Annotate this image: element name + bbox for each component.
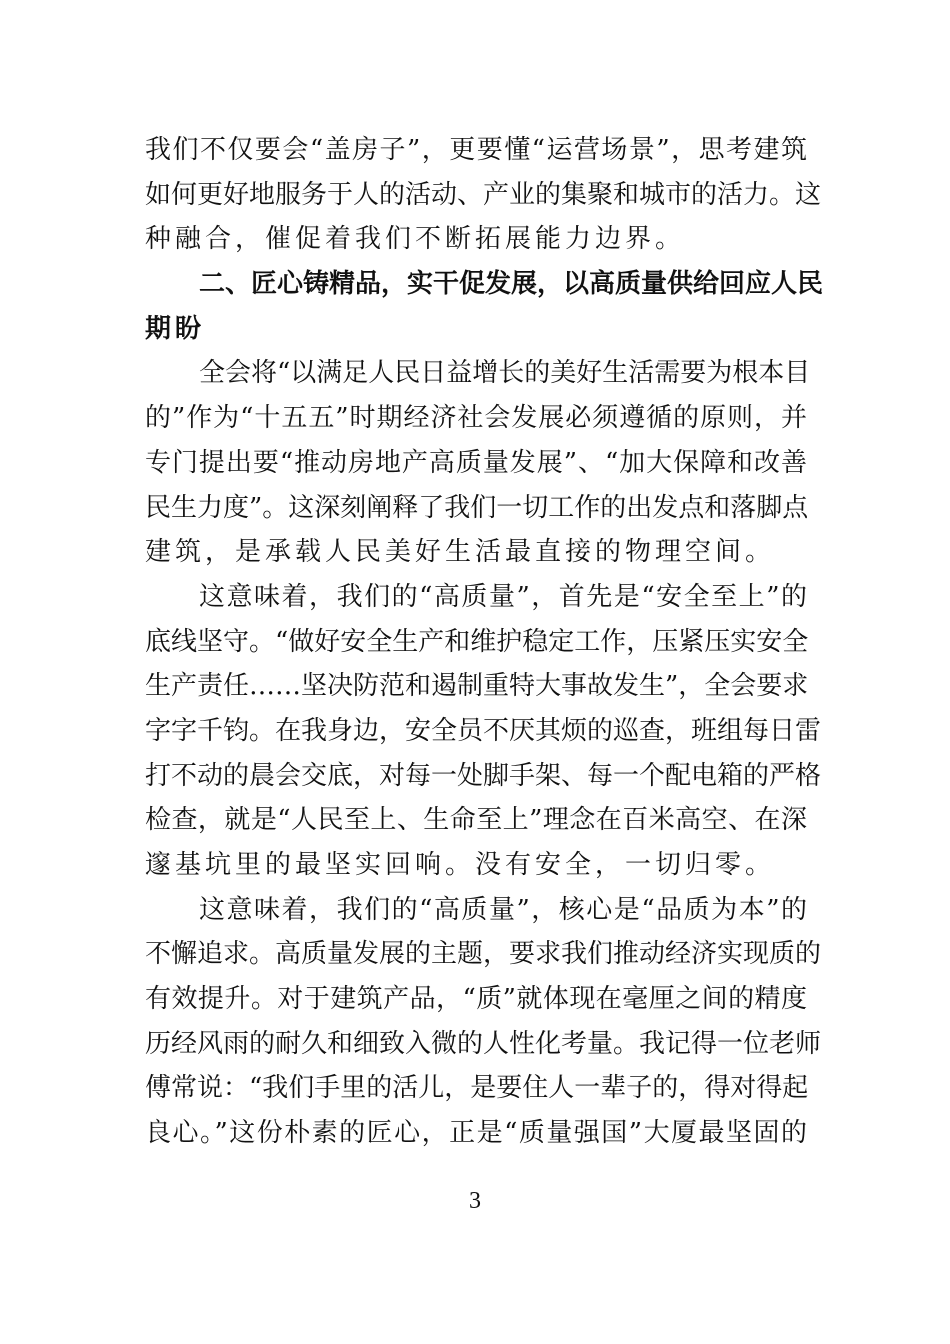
text-line: 专门提出要“推动房地产高质量发展”、“加大保障和改善 bbox=[145, 447, 807, 478]
text-line: 种融合，催促着我们不断拓展能力边界。 bbox=[145, 224, 686, 255]
page-number: 3 bbox=[469, 1188, 481, 1214]
text-line: 这意味着，我们的“高质量”，核心是“品质为本”的 bbox=[199, 894, 807, 925]
text-line: 全会将“以满足人民日益增长的美好生活需要为根本目 bbox=[199, 358, 811, 389]
text-line: 打不动的晨会交底，对每一处脚手架、每一个配电箱的严格 bbox=[145, 760, 822, 791]
text-line: 我们不仅要会“盖房子”，更要懂“运营场景”，思考建筑 bbox=[145, 135, 807, 165]
text-line: 生产责任……坚决防范和遏制重特大事故发生”，全会要求 bbox=[145, 671, 809, 702]
text-line: 建筑，是承载人民美好生活最直接的物理空间。 bbox=[145, 537, 776, 568]
paragraph bbox=[145, 575, 822, 888]
text-line: 良心。”这份朴素的匠心，正是“质量强国”大厦最坚固的 bbox=[145, 1118, 807, 1149]
text-line: 底线坚守。“做好安全生产和维护稳定工作，压紧压实安全 bbox=[145, 626, 809, 657]
document-body bbox=[145, 128, 824, 1156]
text-line: 邃基坑里的最坚实回响。没有安全，一切归零。 bbox=[145, 850, 776, 880]
text-line: 有效提升。对于建筑产品，“质”就体现在毫厘之间的精度 bbox=[145, 984, 807, 1015]
text-line: 的”作为“十五五”时期经济社会发展必须遵循的原则，并 bbox=[145, 403, 807, 434]
section-heading bbox=[145, 262, 824, 351]
paragraph bbox=[145, 888, 822, 1156]
text-line: 字字千钧。在我身边，安全员不厌其烦的巡查，班组每日雷 bbox=[145, 715, 822, 746]
text-line: 历经风雨的耐久和细致入微的人性化考量。我记得一位老师 bbox=[145, 1028, 822, 1059]
text-line: 民生力度”。这深刻阐释了我们一切工作的出发点和落脚点 bbox=[145, 492, 809, 523]
paragraph bbox=[145, 128, 822, 262]
text-line: 如何更好地服务于人的活动、产业的集聚和城市的活力。这 bbox=[145, 179, 822, 210]
text-line: 这意味着，我们的“高质量”，首先是“安全至上”的 bbox=[199, 581, 807, 612]
text-line: 傅常说：“我们手里的活儿，是要住人一辈子的，得对得起 bbox=[145, 1073, 809, 1104]
paragraph bbox=[145, 351, 811, 574]
text-line: 不懈追求。高质量发展的主题，要求我们推动经济实现质的 bbox=[145, 939, 822, 970]
text-line: 检查，就是“人民至上、生命至上”理念在百米高空、在深 bbox=[145, 805, 807, 836]
text-line: 二、匠心铸精品，实干促发展，以高质量供给回应人民 bbox=[199, 269, 824, 300]
text-line: 期盼 bbox=[145, 313, 206, 344]
